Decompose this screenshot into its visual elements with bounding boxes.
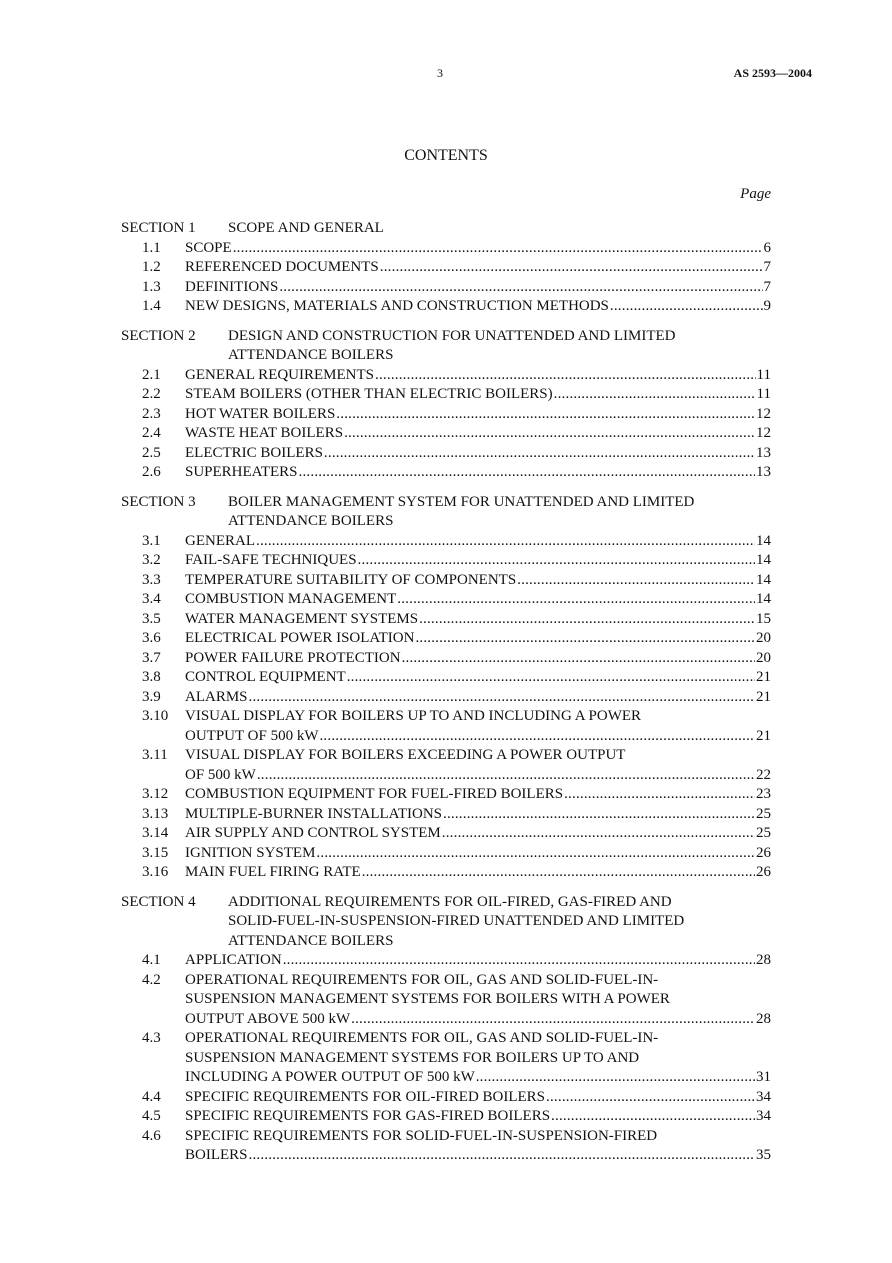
toc-entry-number: 3.13 bbox=[142, 805, 169, 822]
toc-entry-number: 4.6 bbox=[142, 1127, 161, 1144]
toc-section-label: SECTION 4 bbox=[121, 893, 196, 910]
toc-entry-number: 2.2 bbox=[142, 386, 161, 402]
dot-leader bbox=[324, 444, 755, 464]
toc-section-title: ADDITIONAL REQUIREMENTS FOR OIL-FIRED, GAS-FIRED AND bbox=[228, 893, 672, 910]
toc-entry-number: 3.7 bbox=[142, 649, 161, 666]
toc-entry-title: ALARMS bbox=[185, 688, 248, 705]
toc-section-title: ATTENDANCE BOILERS bbox=[228, 932, 394, 949]
dot-leader bbox=[551, 1107, 755, 1127]
toc-entry[interactable] bbox=[121, 258, 771, 278]
toc-entry-title: SUPERHEATERS bbox=[185, 464, 298, 480]
header-standard-number: AS 2593—2004 bbox=[733, 66, 812, 80]
toc-entry[interactable] bbox=[121, 824, 771, 844]
toc-entry-page: 35 bbox=[756, 1147, 771, 1163]
toc-entry-number: 3.5 bbox=[142, 610, 161, 627]
toc-entry[interactable] bbox=[121, 805, 771, 825]
toc-entry-title: FAIL-SAFE TECHNIQUES bbox=[185, 552, 357, 568]
toc-entry[interactable] bbox=[121, 844, 771, 864]
toc-entry-title: DEFINITIONS bbox=[185, 278, 279, 295]
toc-entry-number: 3.2 bbox=[142, 552, 161, 568]
toc-entry-title: AIR SUPPLY AND CONTROL SYSTEM bbox=[185, 825, 441, 841]
toc-entry-page: 26 bbox=[756, 864, 771, 880]
toc-section-heading bbox=[121, 219, 771, 239]
toc-entry-number: 2.1 bbox=[142, 366, 161, 383]
toc-entry[interactable] bbox=[121, 971, 771, 1030]
toc-entry-number: 1.2 bbox=[142, 259, 161, 275]
toc-entry-page: 6 bbox=[763, 239, 771, 256]
toc-entry-title: ELECTRIC BOILERS bbox=[185, 444, 323, 461]
toc-entry[interactable] bbox=[121, 1029, 771, 1088]
toc-entry-number: 3.12 bbox=[142, 786, 169, 802]
toc-entry-page: 7 bbox=[763, 259, 771, 275]
toc-entry-page: 34 bbox=[756, 1108, 771, 1124]
toc-entry-page: 20 bbox=[756, 630, 771, 646]
toc-entry[interactable] bbox=[121, 707, 771, 746]
dot-leader bbox=[256, 532, 755, 552]
toc-entry-title: WASTE HEAT BOILERS bbox=[185, 425, 344, 441]
toc-entry-title: INCLUDING A POWER OUTPUT OF 500 kW bbox=[185, 1069, 475, 1085]
toc-entry-title: GENERAL REQUIREMENTS bbox=[185, 366, 375, 383]
toc-entry-number: 2.6 bbox=[142, 464, 161, 480]
toc-entry-title: IGNITION SYSTEM bbox=[185, 844, 316, 861]
toc-entry-title: SCOPE bbox=[185, 239, 232, 256]
toc-entry-page: 23 bbox=[756, 786, 771, 802]
toc-entry-title: BOILERS bbox=[185, 1147, 248, 1163]
toc-entry[interactable] bbox=[121, 278, 771, 298]
toc-section-title: DESIGN AND CONSTRUCTION FOR UNATTENDED AND LIMITED bbox=[228, 327, 676, 344]
toc-section-heading bbox=[121, 327, 771, 366]
dot-leader bbox=[358, 551, 755, 571]
toc-entry-title: VISUAL DISPLAY FOR BOILERS EXCEEDING A POWER OUTPUT bbox=[185, 747, 626, 763]
dot-leader bbox=[402, 649, 755, 669]
dot-leader bbox=[319, 727, 755, 747]
dot-leader bbox=[257, 766, 755, 786]
dot-leader bbox=[442, 824, 755, 844]
toc-entry[interactable] bbox=[121, 571, 771, 591]
page-title: CONTENTS bbox=[404, 147, 488, 164]
toc-entry-number: 3.16 bbox=[142, 864, 169, 880]
toc-section-title: SOLID-FUEL-IN-SUSPENSION-FIRED UNATTENDED AND LIMITED bbox=[228, 913, 685, 929]
toc-entry[interactable] bbox=[121, 629, 771, 649]
toc-entry[interactable] bbox=[121, 532, 771, 552]
toc-entry-page: 15 bbox=[756, 610, 771, 627]
toc-section-title: SCOPE AND GENERAL bbox=[228, 220, 384, 236]
toc-entry-title: APPLICATION bbox=[185, 952, 282, 968]
toc-entry-title: ELECTRICAL POWER ISOLATION bbox=[185, 630, 415, 646]
toc-entry-title: TEMPERATURE SUITABILITY OF COMPONENTS bbox=[185, 571, 517, 588]
toc-entry-page: 11 bbox=[756, 386, 771, 402]
toc-entry[interactable] bbox=[121, 649, 771, 669]
toc-entry-page: 25 bbox=[756, 825, 771, 841]
toc-entry-number: 1.4 bbox=[142, 298, 161, 314]
toc-entry[interactable] bbox=[121, 746, 771, 785]
toc-entry-page: 14 bbox=[756, 552, 771, 568]
dot-leader bbox=[380, 258, 763, 278]
toc-entry-title: SPECIFIC REQUIREMENTS FOR GAS-FIRED BOILERS bbox=[185, 1108, 551, 1124]
toc-entry-title: MAIN FUEL FIRING RATE bbox=[185, 864, 361, 880]
toc-entry-page: 21 bbox=[756, 669, 771, 685]
dot-leader bbox=[415, 629, 755, 649]
toc-section-label: SECTION 3 bbox=[121, 493, 196, 510]
dot-leader bbox=[476, 1068, 755, 1088]
toc-entry[interactable] bbox=[121, 1088, 771, 1108]
toc-entry-title: COMBUSTION EQUIPMENT FOR FUEL-FIRED BOILERS bbox=[185, 786, 564, 802]
dot-leader bbox=[362, 863, 755, 883]
toc-entry[interactable] bbox=[121, 463, 771, 483]
toc-entry[interactable] bbox=[121, 444, 771, 464]
toc-entry-number: 3.3 bbox=[142, 571, 161, 588]
toc-entry-title: NEW DESIGNS, MATERIALS AND CONSTRUCTION METHODS bbox=[185, 298, 609, 314]
toc-entry-title: WATER MANAGEMENT SYSTEMS bbox=[185, 610, 419, 627]
toc-entry-title: COMBUSTION MANAGEMENT bbox=[185, 591, 397, 607]
toc-entry-page: 31 bbox=[756, 1069, 771, 1085]
toc-entry-number: 2.5 bbox=[142, 444, 161, 461]
toc-entry-page: 12 bbox=[756, 405, 771, 422]
toc-entry-title: VISUAL DISPLAY FOR BOILERS UP TO AND INCLUDING A POWER bbox=[185, 708, 642, 724]
toc-entry-number: 3.9 bbox=[142, 688, 161, 705]
dot-leader bbox=[249, 1146, 755, 1166]
toc-section-label: SECTION 1 bbox=[121, 220, 196, 236]
dot-leader bbox=[610, 297, 763, 317]
toc-entry[interactable] bbox=[121, 863, 771, 883]
toc-entry-page: 22 bbox=[756, 766, 771, 783]
toc-entry-number: 1.3 bbox=[142, 278, 161, 295]
header-page-number: 3 bbox=[437, 66, 443, 80]
toc-entry[interactable] bbox=[121, 366, 771, 386]
toc-entry-number: 3.14 bbox=[142, 825, 169, 841]
dot-leader bbox=[316, 844, 755, 864]
dot-leader bbox=[249, 688, 755, 708]
toc-entry-number: 3.10 bbox=[142, 708, 169, 724]
dot-leader bbox=[419, 610, 755, 630]
toc-section-heading bbox=[121, 893, 771, 952]
toc-entry-page: 14 bbox=[756, 571, 771, 588]
toc-entry-number: 4.4 bbox=[142, 1088, 161, 1105]
toc-entry[interactable] bbox=[121, 424, 771, 444]
toc-entry[interactable] bbox=[121, 951, 771, 971]
toc-entry-title: OUTPUT OF 500 kW bbox=[185, 727, 319, 744]
toc-entry-title: HOT WATER BOILERS bbox=[185, 405, 336, 422]
toc-entry-title: OF 500 kW bbox=[185, 766, 256, 783]
dot-leader bbox=[546, 1088, 755, 1108]
toc-section-title: BOILER MANAGEMENT SYSTEM FOR UNATTENDED AND LIMITED bbox=[228, 493, 695, 510]
toc-entry-title: CONTROL EQUIPMENT bbox=[185, 669, 346, 685]
dot-leader bbox=[283, 951, 755, 971]
toc-entry-page: 34 bbox=[756, 1088, 771, 1105]
toc-entry-number: 3.4 bbox=[142, 591, 161, 607]
toc-entry-number: 3.6 bbox=[142, 630, 161, 646]
toc-entry-title: REFERENCED DOCUMENTS bbox=[185, 259, 379, 275]
toc-section-label: SECTION 2 bbox=[121, 327, 196, 344]
toc-section bbox=[121, 327, 771, 483]
dot-leader bbox=[397, 590, 755, 610]
toc-entry-number: 2.4 bbox=[142, 425, 161, 441]
toc-entry-page: 11 bbox=[756, 366, 771, 383]
dot-leader bbox=[351, 1010, 755, 1030]
toc-entry[interactable] bbox=[121, 590, 771, 610]
toc-entry[interactable] bbox=[121, 385, 771, 405]
toc-entry-title: MULTIPLE-BURNER INSTALLATIONS bbox=[185, 805, 442, 822]
toc-entry-title: OPERATIONAL REQUIREMENTS FOR OIL, GAS AND SOLID-FUEL-IN- bbox=[185, 971, 659, 988]
dot-leader bbox=[336, 405, 755, 425]
toc-entry-page: 14 bbox=[756, 591, 771, 607]
toc-entry-page: 14 bbox=[756, 532, 771, 549]
toc-entry-title: OPERATIONAL REQUIREMENTS FOR OIL, GAS AND SOLID-FUEL-IN- bbox=[185, 1030, 659, 1046]
toc-entry[interactable] bbox=[121, 668, 771, 688]
dot-leader bbox=[375, 366, 756, 386]
toc-entry[interactable] bbox=[121, 551, 771, 571]
toc-entry-page: 13 bbox=[756, 464, 771, 480]
toc-entry-page: 25 bbox=[756, 805, 771, 822]
toc-entry-title: GENERAL bbox=[185, 532, 255, 549]
toc-entry-number: 3.15 bbox=[142, 844, 169, 861]
dot-leader bbox=[517, 571, 755, 591]
dot-leader bbox=[344, 424, 755, 444]
dot-leader bbox=[233, 239, 763, 259]
toc-entry-number: 4.3 bbox=[142, 1030, 161, 1046]
toc-entry-title: POWER FAILURE PROTECTION bbox=[185, 649, 401, 666]
toc-entry-number: 4.1 bbox=[142, 952, 161, 968]
toc-entry[interactable] bbox=[121, 239, 771, 259]
toc-entry-page: 7 bbox=[763, 278, 771, 295]
toc-entry[interactable] bbox=[121, 1127, 771, 1166]
toc-entry[interactable] bbox=[121, 785, 771, 805]
toc-entry[interactable] bbox=[121, 688, 771, 708]
table-of-contents bbox=[121, 219, 771, 1176]
toc-entry[interactable] bbox=[121, 1107, 771, 1127]
toc-entry-page: 28 bbox=[756, 1010, 771, 1027]
toc-section-title: ATTENDANCE BOILERS bbox=[228, 513, 394, 529]
toc-entry-number: 3.11 bbox=[142, 747, 168, 763]
dot-leader bbox=[554, 385, 756, 405]
toc-entry-page: 21 bbox=[756, 727, 771, 744]
toc-entry-title: SUSPENSION MANAGEMENT SYSTEMS FOR BOILERS WITH A POWER bbox=[185, 991, 670, 1007]
dot-leader bbox=[443, 805, 755, 825]
page-column-label: Page bbox=[740, 186, 771, 202]
toc-entry-number: 3.1 bbox=[142, 532, 161, 549]
toc-entry-page: 20 bbox=[756, 649, 771, 666]
toc-entry-page: 13 bbox=[756, 444, 771, 461]
dot-leader bbox=[347, 668, 755, 688]
toc-entry-title: OUTPUT ABOVE 500 kW bbox=[185, 1010, 351, 1027]
dot-leader bbox=[564, 785, 755, 805]
toc-entry[interactable] bbox=[121, 610, 771, 630]
toc-entry-number: 4.5 bbox=[142, 1108, 161, 1124]
toc-entry-page: 9 bbox=[763, 298, 771, 314]
toc-entry-number: 3.8 bbox=[142, 669, 161, 685]
toc-section bbox=[121, 219, 771, 317]
toc-entry-number: 1.1 bbox=[142, 239, 161, 256]
toc-entry-page: 28 bbox=[756, 952, 771, 968]
toc-entry-page: 12 bbox=[756, 425, 771, 441]
toc-section-title: ATTENDANCE BOILERS bbox=[228, 347, 394, 363]
toc-section bbox=[121, 493, 771, 883]
toc-entry-title: SPECIFIC REQUIREMENTS FOR OIL-FIRED BOILERS bbox=[185, 1088, 546, 1105]
toc-entry[interactable] bbox=[121, 405, 771, 425]
toc-entry-number: 2.3 bbox=[142, 405, 161, 422]
toc-entry-page: 21 bbox=[756, 688, 771, 705]
toc-entry-number: 4.2 bbox=[142, 971, 161, 988]
toc-section-heading bbox=[121, 493, 771, 532]
dot-leader bbox=[299, 463, 755, 483]
toc-entry-page: 26 bbox=[756, 844, 771, 861]
toc-entry[interactable] bbox=[121, 297, 771, 317]
toc-section bbox=[121, 893, 771, 1166]
toc-entry-title: SUSPENSION MANAGEMENT SYSTEMS FOR BOILERS UP TO AND bbox=[185, 1049, 640, 1066]
toc-entry-title: SPECIFIC REQUIREMENTS FOR SOLID-FUEL-IN-SUSPENSION-FIRED bbox=[185, 1127, 658, 1144]
dot-leader bbox=[279, 278, 762, 298]
toc-entry-title: STEAM BOILERS (OTHER THAN ELECTRIC BOILERS) bbox=[185, 386, 553, 402]
